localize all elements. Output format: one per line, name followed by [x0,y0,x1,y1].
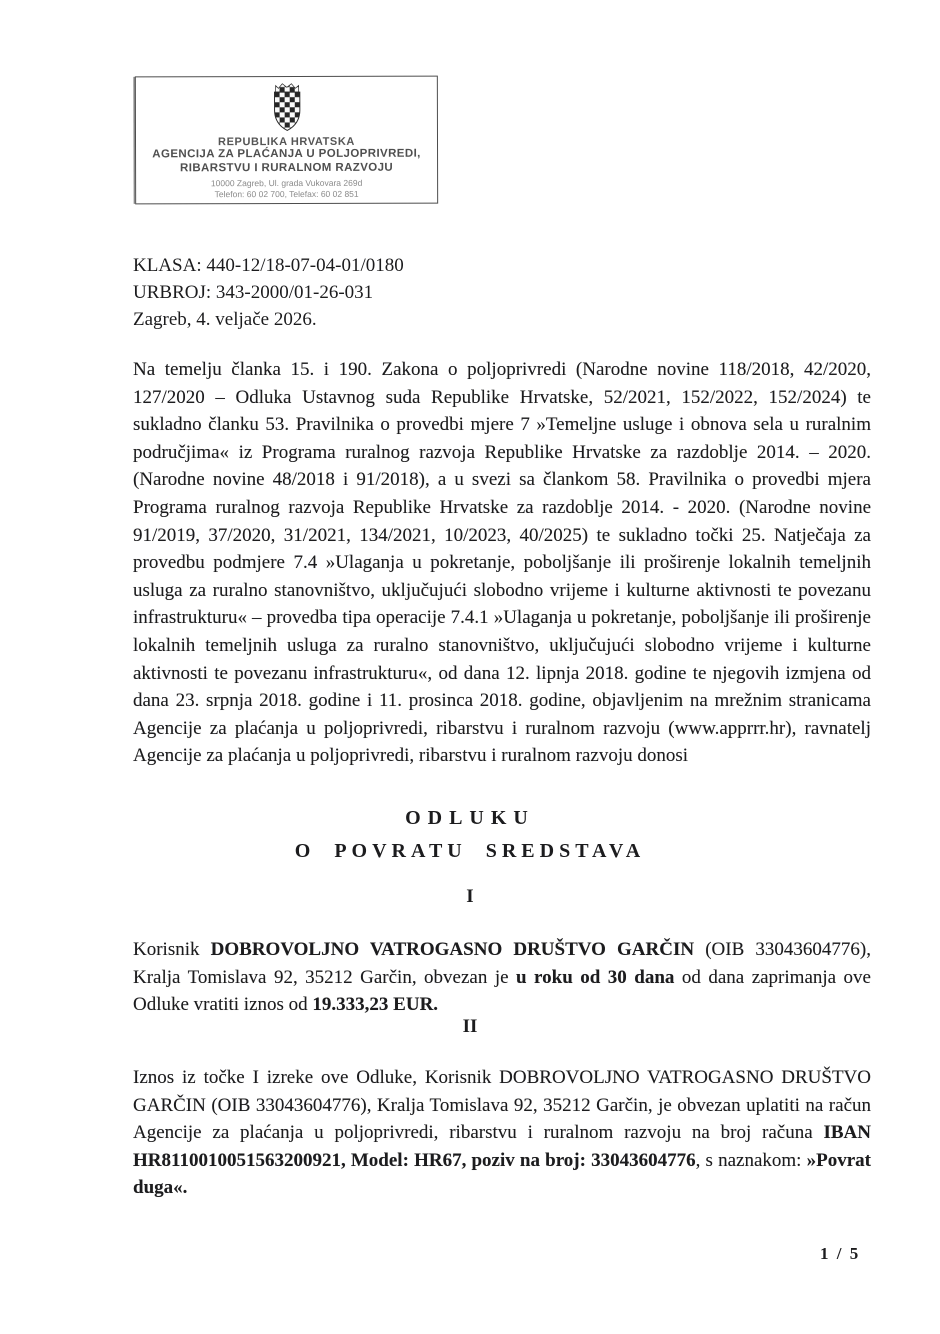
letterhead-contact: Telefon: 60 02 700, Telefax: 60 02 851 [214,188,359,199]
croatian-coat-of-arms-icon [136,82,437,135]
urbroj-line: URBROJ: 343-2000/01-26-031 [133,282,374,303]
document-meta-block [133,252,404,333]
section-1-numeral: I [466,886,474,907]
page-indicator: 1 / 5 [820,1244,861,1263]
letterhead-country: REPUBLIKA HRVATSKA [218,135,355,149]
letterhead-agency-line-1: AGENCIJA ZA PLAĆANJA U POLJOPRIVREDI, [152,147,421,161]
document-title-line-1: ODLUKU [405,807,535,829]
document-title [0,802,940,868]
document-title-line-2: O POVRATU SREDSTAVA [294,840,646,862]
place-date-line: Zagreb, 4. veljače 2026. [133,309,317,330]
section-2-numeral: II [462,1016,478,1037]
letterhead-agency-line-2: RIBARSTVU I RURALNOM RAZVOJU [180,161,394,174]
letterhead-address: 10000 Zagreb, Ul. grada Vukovara 269d [210,177,363,189]
legal-preamble-paragraph: Na temelju članka 15. i 190. Zakona o poljoprivredi (Narodne novine 118/2018, 42/2020, 127/2020 – Odluka Ustavnog suda Republike Hrvatske, 52/2021, 152/2022, 152/2024) te sukladno članku 53. Pravilnika o provedbi mjere 7 »Temeljne usluge i obnova sela u ruralnim područjima« iz Programa ruralnog razvoja Republike Hrvatske za razdoblje 2014. – 2020. (Narodne novine 48/2018 i 91/2018), a u svezi sa člankom 58. Pravilnika o provedbi mjera Programa ruralnog razvoja Republike Hrvatske za razdoblje 2014. - 2020. (Narodne novine 91/2019, 37/2020, 31/2021, 134/2021, 10/2023, 40/2025) te sukladno točki 25. Natječaja za provedbu podmjere 7.4 »Ulaganja u pokretanje, poboljšanje ili proširenje lokalnih temeljnih usluga za ruralno stanovništvo, uključujući slobodno vrijeme i kulturne aktivnosti te povezanu infrastrukturu« – provedba tipa operacije 7.4.1 »Ulaganja u pokretanje, poboljšanje ili proširenje lokalnih temeljnih usluga za ruralno stanovništvo, uključujući slobodno vrijeme i kulturne aktivnosti te povezanu infrastrukturu«, od dana 12. lipnja 2018. godine te njegovih izmjena od dana 23. srpnja 2018. godine i 11. prosinca 2018. godine, objavljenim na mrežnim stranicama Agencije za plaćanja u poljoprivredi, ribarstvu i ruralnom razvoju (www.apprrr.hr), ravnatelj Agencije za plaćanja u poljoprivredi, ribarstvu i ruralnom razvoju donosi [133,359,871,767]
klasa-line: KLASA: 440-12/18-07-04-01/0180 [133,255,404,276]
section-1-paragraph: Korisnik DOBROVOLJNO VATROGASNO DRUŠTVO GARČIN (OIB 33043604776), Kralja Tomislava 92, 35212 Garčin, obvezan je u roku od 30 dana od dana zaprimanja ove Odluke vratiti iznos od 19.333,23 EUR. [133,939,871,1016]
section-2-paragraph: Iznos iz točke I izreke ove Odluke, Korisnik DOBROVOLJNO VATROGASNO DRUŠTVO GARČIN (OIB 33043604776), Kralja Tomislava 92, 35212 Garčin, je obvezan uplatiti na račun Agencije za plaćanja u poljoprivredi, ribarstvu i ruralnom razvoju na broj računa IBAN HR8110010051563200921, Model: HR67, poziv na broj: 33043604776, s naznakom: »Povrat duga«. [133,1067,871,1199]
letterhead-box [135,76,438,205]
